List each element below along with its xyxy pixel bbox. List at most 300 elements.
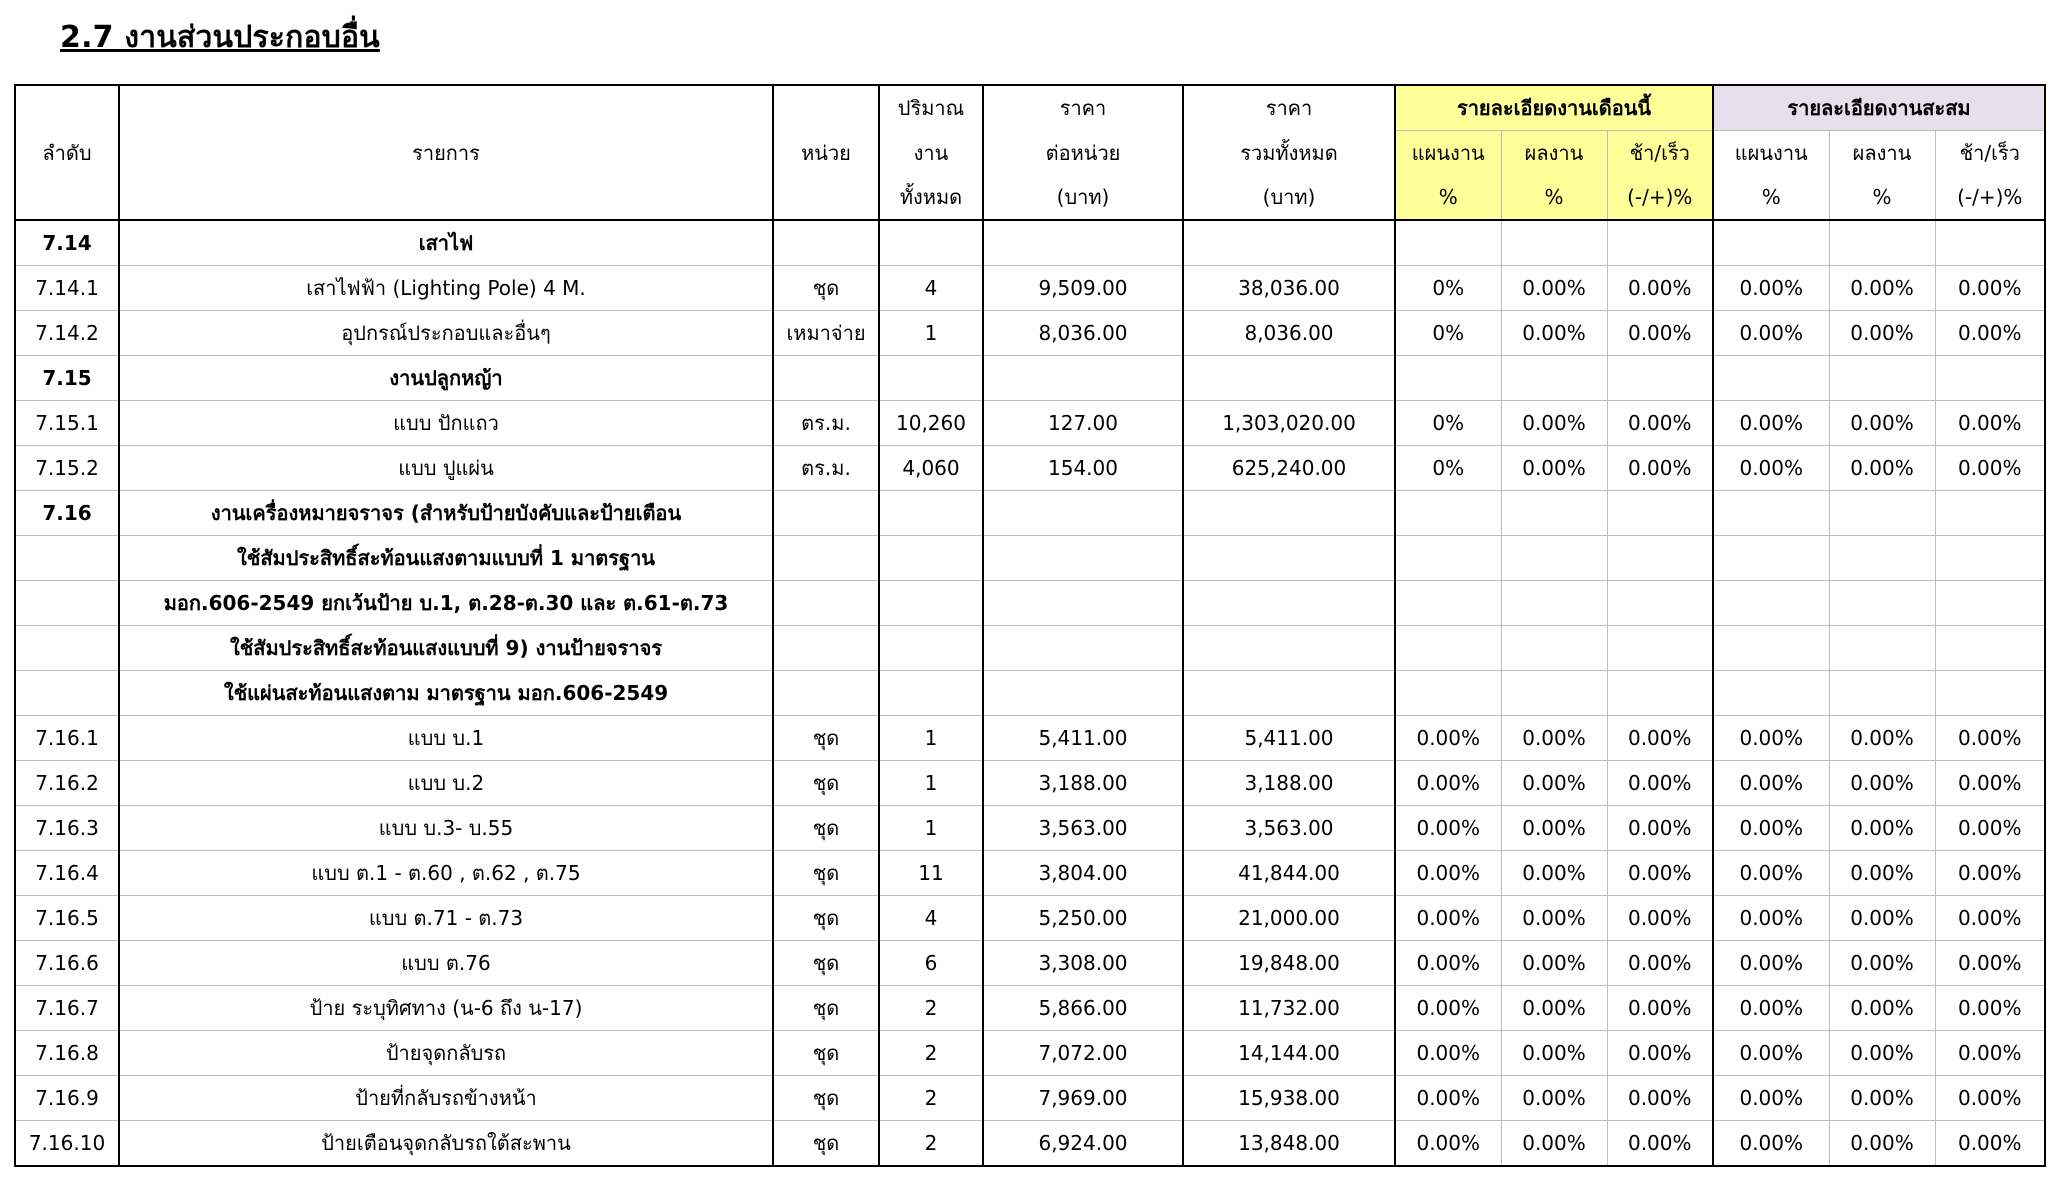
cell-unit-price: 3,308.00 xyxy=(983,941,1183,986)
cell-unit: ชุด xyxy=(773,1076,879,1121)
cell-cum-result: 0.00% xyxy=(1829,716,1935,761)
table-row xyxy=(15,266,2045,311)
cell-month-result: 0.00% xyxy=(1501,1076,1607,1121)
cell-cum-plan xyxy=(1713,536,1829,581)
cell-item: ป้ายเตือนจุดกลับรถใต้สะพาน xyxy=(119,1121,773,1167)
cell-month-plan: 0.00% xyxy=(1395,716,1501,761)
cell-total-price: 19,848.00 xyxy=(1183,941,1395,986)
cell-cum-plan xyxy=(1713,626,1829,671)
cell-cum-plan: 0.00% xyxy=(1713,311,1829,356)
cell-cum-diff: 0.00% xyxy=(1935,1076,2045,1121)
cell-qty: 1 xyxy=(879,806,983,851)
cell-cum-result: 0.00% xyxy=(1829,896,1935,941)
cell-cum-diff xyxy=(1935,356,2045,401)
cell-cum-diff: 0.00% xyxy=(1935,761,2045,806)
cell-unit: ตร.ม. xyxy=(773,446,879,491)
cell-total-price: 5,411.00 xyxy=(1183,716,1395,761)
cell-no: 7.15 xyxy=(15,356,119,401)
cell-total-price: 3,188.00 xyxy=(1183,761,1395,806)
cell-qty: 2 xyxy=(879,1121,983,1167)
cell-month-plan xyxy=(1395,671,1501,716)
cell-cum-plan: 0.00% xyxy=(1713,851,1829,896)
cell-item: ใช้แผ่นสะท้อนแสงตาม มาตรฐาน มอก.606-2549 xyxy=(119,671,773,716)
cell-total-price: 15,938.00 xyxy=(1183,1076,1395,1121)
cell-qty: 4 xyxy=(879,266,983,311)
table-row xyxy=(15,356,2045,401)
cell-cum-result: 0.00% xyxy=(1829,1076,1935,1121)
cell-unit: ชุด xyxy=(773,716,879,761)
cell-no: 7.16.6 xyxy=(15,941,119,986)
cell-total-price: 21,000.00 xyxy=(1183,896,1395,941)
cell-total-price: 3,563.00 xyxy=(1183,806,1395,851)
cell-cum-plan: 0.00% xyxy=(1713,806,1829,851)
cell-item: แบบ ปูแผ่น xyxy=(119,446,773,491)
cell-cum-result: 0.00% xyxy=(1829,941,1935,986)
cell-cum-diff: 0.00% xyxy=(1935,896,2045,941)
cell-cum-diff xyxy=(1935,491,2045,536)
header-month-diff: ช้า/เร็ว xyxy=(1607,131,1713,176)
cell-qty: 6 xyxy=(879,941,983,986)
cell-no: 7.15.1 xyxy=(15,401,119,446)
cell-cum-plan xyxy=(1713,671,1829,716)
cell-item: อุปกรณ์ประกอบและอื่นๆ xyxy=(119,311,773,356)
cell-unit-price: 6,924.00 xyxy=(983,1121,1183,1167)
header-row-1 xyxy=(15,85,2045,131)
cell-month-plan: 0.00% xyxy=(1395,941,1501,986)
cell-cum-plan xyxy=(1713,220,1829,266)
cell-unit-price xyxy=(983,536,1183,581)
cell-month-result: 0.00% xyxy=(1501,446,1607,491)
cell-item: แบบ บ.3- บ.55 xyxy=(119,806,773,851)
cell-cum-plan xyxy=(1713,356,1829,401)
cell-cum-result: 0.00% xyxy=(1829,401,1935,446)
cell-month-plan: 0.00% xyxy=(1395,851,1501,896)
cell-unit-price: 3,804.00 xyxy=(983,851,1183,896)
table-row xyxy=(15,536,2045,581)
cell-cum-result: 0.00% xyxy=(1829,806,1935,851)
cell-item: ป้ายที่กลับรถข้างหน้า xyxy=(119,1076,773,1121)
header-total-price-3: (บาท) xyxy=(1183,175,1395,220)
cell-item: แบบ ต.71 - ต.73 xyxy=(119,896,773,941)
cell-unit-price: 7,969.00 xyxy=(983,1076,1183,1121)
cell-unit-price xyxy=(983,491,1183,536)
cell-total-price xyxy=(1183,581,1395,626)
cell-cum-diff: 0.00% xyxy=(1935,716,2045,761)
table-row xyxy=(15,1031,2045,1076)
cell-qty xyxy=(879,671,983,716)
cell-month-diff: 0.00% xyxy=(1607,806,1713,851)
cell-no: 7.16.4 xyxy=(15,851,119,896)
cell-item: แบบ ต.76 xyxy=(119,941,773,986)
cell-total-price: 41,844.00 xyxy=(1183,851,1395,896)
cell-month-result xyxy=(1501,536,1607,581)
header-qty-1: ปริมาณ xyxy=(879,85,983,131)
cell-cum-diff: 0.00% xyxy=(1935,986,2045,1031)
cell-cum-result: 0.00% xyxy=(1829,851,1935,896)
cell-cum-plan: 0.00% xyxy=(1713,1076,1829,1121)
cell-qty: 4,060 xyxy=(879,446,983,491)
table-row xyxy=(15,986,2045,1031)
cell-total-price xyxy=(1183,356,1395,401)
cell-item: แบบ ต.1 - ต.60 , ต.62 , ต.75 xyxy=(119,851,773,896)
cell-unit xyxy=(773,356,879,401)
cell-unit: ชุด xyxy=(773,851,879,896)
cell-unit: ชุด xyxy=(773,1031,879,1076)
cell-unit-price: 7,072.00 xyxy=(983,1031,1183,1076)
cell-cum-plan: 0.00% xyxy=(1713,1121,1829,1167)
header-unit-price-3: (บาท) xyxy=(983,175,1183,220)
cell-month-diff: 0.00% xyxy=(1607,266,1713,311)
cell-no xyxy=(15,671,119,716)
cell-cum-result: 0.00% xyxy=(1829,986,1935,1031)
cell-month-plan xyxy=(1395,491,1501,536)
header-qty-2: งาน xyxy=(879,131,983,176)
header-cum-plan-pct: % xyxy=(1713,175,1829,220)
cell-unit: ชุด xyxy=(773,266,879,311)
cell-item: ป้าย ระบุทิศทาง (น-6 ถึง น-17) xyxy=(119,986,773,1031)
cell-month-result xyxy=(1501,356,1607,401)
cell-cum-plan: 0.00% xyxy=(1713,266,1829,311)
cell-cum-diff: 0.00% xyxy=(1935,266,2045,311)
cell-qty xyxy=(879,491,983,536)
cell-month-plan xyxy=(1395,220,1501,266)
cell-cum-plan: 0.00% xyxy=(1713,446,1829,491)
cell-no xyxy=(15,626,119,671)
cell-month-plan: 0% xyxy=(1395,311,1501,356)
cell-unit: ชุด xyxy=(773,986,879,1031)
cell-no: 7.16.8 xyxy=(15,1031,119,1076)
cell-unit-price: 9,509.00 xyxy=(983,266,1183,311)
cell-month-diff xyxy=(1607,491,1713,536)
cell-month-plan: 0% xyxy=(1395,401,1501,446)
cell-unit: ชุด xyxy=(773,1121,879,1167)
cell-month-diff: 0.00% xyxy=(1607,896,1713,941)
cell-cum-diff xyxy=(1935,671,2045,716)
cell-month-diff: 0.00% xyxy=(1607,716,1713,761)
cell-unit xyxy=(773,626,879,671)
cell-month-plan xyxy=(1395,581,1501,626)
header-no: ลำดับ xyxy=(15,85,119,220)
cell-unit-price: 5,411.00 xyxy=(983,716,1183,761)
cell-total-price: 11,732.00 xyxy=(1183,986,1395,1031)
cell-cum-result: 0.00% xyxy=(1829,761,1935,806)
cell-total-price xyxy=(1183,671,1395,716)
cell-cum-result: 0.00% xyxy=(1829,266,1935,311)
header-cum-result: ผลงาน xyxy=(1829,131,1935,176)
header-month-group: รายละเอียดงานเดือนนี้ xyxy=(1395,85,1713,131)
cell-qty: 11 xyxy=(879,851,983,896)
cell-month-result: 0.00% xyxy=(1501,851,1607,896)
table-row xyxy=(15,851,2045,896)
cell-unit-price xyxy=(983,356,1183,401)
cell-no: 7.14.2 xyxy=(15,311,119,356)
cell-unit: ชุด xyxy=(773,761,879,806)
cell-month-diff: 0.00% xyxy=(1607,1076,1713,1121)
table-row xyxy=(15,941,2045,986)
cell-cum-diff: 0.00% xyxy=(1935,941,2045,986)
cell-month-result: 0.00% xyxy=(1501,1121,1607,1167)
cell-qty xyxy=(879,626,983,671)
cell-unit-price xyxy=(983,581,1183,626)
header-unit-price-1: ราคา xyxy=(983,85,1183,131)
cell-total-price: 625,240.00 xyxy=(1183,446,1395,491)
header-unit-price-2: ต่อหน่วย xyxy=(983,131,1183,176)
cell-unit-price xyxy=(983,220,1183,266)
cell-cum-plan: 0.00% xyxy=(1713,941,1829,986)
cell-item: แบบ ปักแถว xyxy=(119,401,773,446)
cell-total-price: 1,303,020.00 xyxy=(1183,401,1395,446)
cell-month-diff: 0.00% xyxy=(1607,1121,1713,1167)
header-qty-3: ทั้งหมด xyxy=(879,175,983,220)
cell-qty xyxy=(879,581,983,626)
cell-month-result: 0.00% xyxy=(1501,311,1607,356)
header-total-price-1: ราคา xyxy=(1183,85,1395,131)
cell-cum-plan: 0.00% xyxy=(1713,761,1829,806)
cell-unit-price: 3,563.00 xyxy=(983,806,1183,851)
cell-cum-plan: 0.00% xyxy=(1713,896,1829,941)
cell-unit: ชุด xyxy=(773,896,879,941)
cell-cum-result: 0.00% xyxy=(1829,1121,1935,1167)
cell-month-diff: 0.00% xyxy=(1607,1031,1713,1076)
cell-month-diff: 0.00% xyxy=(1607,446,1713,491)
cell-unit-price xyxy=(983,671,1183,716)
cell-unit xyxy=(773,671,879,716)
table-row xyxy=(15,581,2045,626)
progress-table xyxy=(14,84,2046,1167)
cell-unit-price: 5,866.00 xyxy=(983,986,1183,1031)
cell-month-result: 0.00% xyxy=(1501,941,1607,986)
header-cum-diff: ช้า/เร็ว xyxy=(1935,131,2045,176)
cell-cum-plan xyxy=(1713,491,1829,536)
cell-month-plan: 0% xyxy=(1395,266,1501,311)
cell-item: แบบ บ.1 xyxy=(119,716,773,761)
cell-month-result xyxy=(1501,626,1607,671)
cell-qty: 1 xyxy=(879,761,983,806)
table-row xyxy=(15,1121,2045,1167)
cell-no: 7.14 xyxy=(15,220,119,266)
header-cumulative-group: รายละเอียดงานสะสม xyxy=(1713,85,2045,131)
cell-unit-price xyxy=(983,626,1183,671)
cell-qty: 2 xyxy=(879,1076,983,1121)
table-row xyxy=(15,761,2045,806)
cell-total-price: 13,848.00 xyxy=(1183,1121,1395,1167)
cell-total-price xyxy=(1183,491,1395,536)
cell-item: มอก.606-2549 ยกเว้นป้าย บ.1, ต.28-ต.30 และ ต.61-ต.73 xyxy=(119,581,773,626)
cell-cum-diff: 0.00% xyxy=(1935,311,2045,356)
cell-month-plan xyxy=(1395,536,1501,581)
cell-cum-diff xyxy=(1935,626,2045,671)
table-row xyxy=(15,806,2045,851)
cell-no: 7.14.1 xyxy=(15,266,119,311)
cell-unit xyxy=(773,536,879,581)
cell-item: ป้ายจุดกลับรถ xyxy=(119,1031,773,1076)
header-month-diff-pct: (-/+)% xyxy=(1607,175,1713,220)
cell-cum-result xyxy=(1829,536,1935,581)
cell-cum-diff xyxy=(1935,581,2045,626)
header-month-result: ผลงาน xyxy=(1501,131,1607,176)
cell-cum-diff: 0.00% xyxy=(1935,1121,2045,1167)
cell-cum-result xyxy=(1829,491,1935,536)
cell-no: 7.16.2 xyxy=(15,761,119,806)
table-row xyxy=(15,311,2045,356)
cell-total-price xyxy=(1183,626,1395,671)
cell-month-result: 0.00% xyxy=(1501,401,1607,446)
cell-total-price: 38,036.00 xyxy=(1183,266,1395,311)
cell-cum-plan: 0.00% xyxy=(1713,401,1829,446)
cell-item: งานเครื่องหมายจราจร (สำหรับป้ายบังคับและป้ายเตือน xyxy=(119,491,773,536)
cell-month-result: 0.00% xyxy=(1501,1031,1607,1076)
cell-cum-result xyxy=(1829,671,1935,716)
cell-unit xyxy=(773,220,879,266)
cell-qty: 4 xyxy=(879,896,983,941)
table-row xyxy=(15,220,2045,266)
table-row xyxy=(15,446,2045,491)
cell-unit-price: 8,036.00 xyxy=(983,311,1183,356)
cell-cum-result xyxy=(1829,356,1935,401)
cell-qty: 10,260 xyxy=(879,401,983,446)
cell-item: งานปลูกหญ้า xyxy=(119,356,773,401)
cell-no: 7.16.1 xyxy=(15,716,119,761)
cell-cum-plan xyxy=(1713,581,1829,626)
cell-item: ใช้สัมประสิทธิ์สะท้อนแสงตามแบบที่ 1 มาตรฐาน xyxy=(119,536,773,581)
cell-month-plan: 0.00% xyxy=(1395,806,1501,851)
cell-month-diff xyxy=(1607,536,1713,581)
table-row xyxy=(15,896,2045,941)
header-total-price-2: รวมทั้งหมด xyxy=(1183,131,1395,176)
cell-qty xyxy=(879,536,983,581)
cell-month-result: 0.00% xyxy=(1501,761,1607,806)
cell-total-price xyxy=(1183,536,1395,581)
cell-month-diff xyxy=(1607,220,1713,266)
cell-month-diff: 0.00% xyxy=(1607,311,1713,356)
cell-item: แบบ บ.2 xyxy=(119,761,773,806)
cell-cum-result xyxy=(1829,626,1935,671)
cell-unit: ชุด xyxy=(773,941,879,986)
cell-no: 7.15.2 xyxy=(15,446,119,491)
cell-month-result xyxy=(1501,220,1607,266)
cell-qty: 2 xyxy=(879,1031,983,1076)
cell-month-diff xyxy=(1607,581,1713,626)
cell-month-plan xyxy=(1395,356,1501,401)
cell-unit-price: 127.00 xyxy=(983,401,1183,446)
cell-no: 7.16 xyxy=(15,491,119,536)
table-row xyxy=(15,626,2045,671)
cell-unit: ตร.ม. xyxy=(773,401,879,446)
cell-qty: 1 xyxy=(879,716,983,761)
cell-no: 7.16.5 xyxy=(15,896,119,941)
cell-unit-price: 154.00 xyxy=(983,446,1183,491)
cell-item: เสาไฟฟ้า (Lighting Pole) 4 M. xyxy=(119,266,773,311)
cell-month-plan: 0.00% xyxy=(1395,1031,1501,1076)
table-row xyxy=(15,1076,2045,1121)
cell-qty xyxy=(879,220,983,266)
cell-cum-result xyxy=(1829,581,1935,626)
cell-unit xyxy=(773,491,879,536)
header-unit: หน่วย xyxy=(773,85,879,220)
cell-month-diff: 0.00% xyxy=(1607,986,1713,1031)
cell-no: 7.16.9 xyxy=(15,1076,119,1121)
cell-month-result xyxy=(1501,671,1607,716)
cell-cum-diff xyxy=(1935,220,2045,266)
cell-unit xyxy=(773,581,879,626)
header-month-plan: แผนงาน xyxy=(1395,131,1501,176)
cell-qty: 2 xyxy=(879,986,983,1031)
cell-month-diff: 0.00% xyxy=(1607,761,1713,806)
cell-cum-plan: 0.00% xyxy=(1713,716,1829,761)
cell-month-diff xyxy=(1607,626,1713,671)
cell-cum-result xyxy=(1829,220,1935,266)
cell-unit: ชุด xyxy=(773,806,879,851)
cell-cum-diff: 0.00% xyxy=(1935,1031,2045,1076)
cell-month-result: 0.00% xyxy=(1501,266,1607,311)
cell-total-price: 8,036.00 xyxy=(1183,311,1395,356)
cell-month-plan xyxy=(1395,626,1501,671)
cell-cum-result: 0.00% xyxy=(1829,1031,1935,1076)
cell-no xyxy=(15,581,119,626)
cell-cum-diff: 0.00% xyxy=(1935,806,2045,851)
cell-unit-price: 5,250.00 xyxy=(983,896,1183,941)
header-cum-result-pct: % xyxy=(1829,175,1935,220)
cell-no: 7.16.7 xyxy=(15,986,119,1031)
header-cum-plan: แผนงาน xyxy=(1713,131,1829,176)
cell-cum-diff: 0.00% xyxy=(1935,446,2045,491)
cell-month-plan: 0.00% xyxy=(1395,986,1501,1031)
table-row xyxy=(15,491,2045,536)
cell-cum-diff xyxy=(1935,536,2045,581)
cell-month-plan: 0.00% xyxy=(1395,761,1501,806)
header-month-plan-pct: % xyxy=(1395,175,1501,220)
cell-month-plan: 0.00% xyxy=(1395,896,1501,941)
cell-month-result: 0.00% xyxy=(1501,806,1607,851)
cell-cum-plan: 0.00% xyxy=(1713,1031,1829,1076)
cell-cum-diff: 0.00% xyxy=(1935,851,2045,896)
cell-item: ใช้สัมประสิทธิ์สะท้อนแสงแบบที่ 9) งานป้ายจราจร xyxy=(119,626,773,671)
cell-qty: 1 xyxy=(879,311,983,356)
cell-cum-plan: 0.00% xyxy=(1713,986,1829,1031)
cell-month-result xyxy=(1501,581,1607,626)
cell-month-diff xyxy=(1607,671,1713,716)
header-item: รายการ xyxy=(119,85,773,220)
cell-month-diff: 0.00% xyxy=(1607,941,1713,986)
cell-no: 7.16.10 xyxy=(15,1121,119,1167)
header-cum-diff-pct: (-/+)% xyxy=(1935,175,2045,220)
cell-month-plan: 0.00% xyxy=(1395,1121,1501,1167)
cell-cum-result: 0.00% xyxy=(1829,311,1935,356)
table-row xyxy=(15,716,2045,761)
table-row xyxy=(15,671,2045,716)
cell-month-result xyxy=(1501,491,1607,536)
cell-no xyxy=(15,536,119,581)
cell-total-price: 14,144.00 xyxy=(1183,1031,1395,1076)
cell-month-result: 0.00% xyxy=(1501,986,1607,1031)
cell-month-diff xyxy=(1607,356,1713,401)
cell-cum-diff: 0.00% xyxy=(1935,401,2045,446)
cell-total-price xyxy=(1183,220,1395,266)
cell-cum-result: 0.00% xyxy=(1829,446,1935,491)
page-title: 2.7 งานส่วนประกอบอื่น xyxy=(60,20,380,55)
cell-month-plan: 0.00% xyxy=(1395,1076,1501,1121)
header-month-result-pct: % xyxy=(1501,175,1607,220)
cell-month-diff: 0.00% xyxy=(1607,851,1713,896)
cell-unit: เหมาจ่าย xyxy=(773,311,879,356)
cell-unit-price: 3,188.00 xyxy=(983,761,1183,806)
cell-month-result: 0.00% xyxy=(1501,896,1607,941)
cell-no: 7.16.3 xyxy=(15,806,119,851)
cell-qty xyxy=(879,356,983,401)
cell-month-result: 0.00% xyxy=(1501,716,1607,761)
table-row xyxy=(15,401,2045,446)
cell-month-plan: 0% xyxy=(1395,446,1501,491)
